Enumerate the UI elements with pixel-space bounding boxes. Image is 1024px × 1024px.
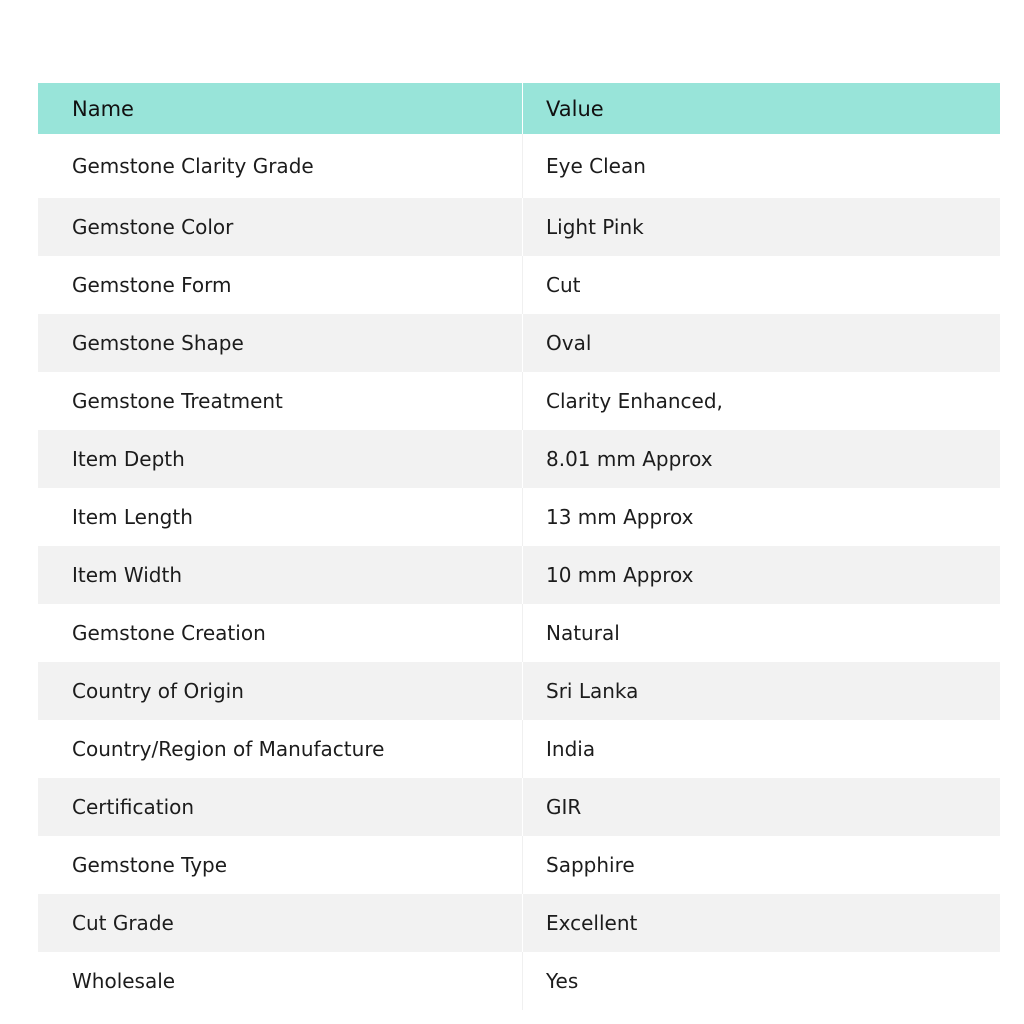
row-name: Gemstone Color	[38, 198, 523, 256]
row-value: Clarity Enhanced,	[546, 389, 723, 413]
row-value: India	[546, 737, 596, 761]
row-name: Country of Origin	[38, 662, 523, 720]
row-value: Cut	[546, 273, 581, 297]
row-name: Cut Grade	[38, 894, 523, 952]
row-name: Wholesale	[38, 952, 523, 1010]
row-name: Gemstone Form	[38, 256, 523, 314]
row-name: Gemstone Shape	[38, 314, 523, 372]
row-value: GIR	[546, 795, 582, 819]
table-row	[38, 488, 1000, 546]
row-value: Light Pink	[546, 215, 644, 239]
table-row	[38, 778, 1000, 836]
row-value: Eye Clean	[546, 154, 646, 178]
row-value: Oval	[546, 331, 592, 355]
table-row	[38, 134, 1000, 198]
row-value: Excellent	[546, 911, 638, 935]
row-name: Gemstone Treatment	[38, 372, 523, 430]
table-row	[38, 372, 1000, 430]
row-value: 10 mm Approx	[546, 563, 694, 587]
table-row	[38, 198, 1000, 256]
row-value: 8.01 mm Approx	[546, 447, 713, 471]
row-name: Gemstone Creation	[38, 604, 523, 662]
table-row	[38, 952, 1000, 1010]
table-row	[38, 430, 1000, 488]
header-name: Name	[38, 83, 523, 134]
header-value: Value	[546, 96, 604, 121]
table-row	[38, 546, 1000, 604]
row-name: Country/Region of Manufacture	[38, 720, 523, 778]
table-header	[38, 83, 1000, 134]
row-name: Item Length	[38, 488, 523, 546]
row-name: Gemstone Type	[38, 836, 523, 894]
row-value: Sri Lanka	[546, 679, 639, 703]
row-value: Yes	[546, 969, 579, 993]
spec-table	[38, 83, 1000, 1010]
row-value: Sapphire	[546, 853, 635, 877]
table-row	[38, 836, 1000, 894]
row-name: Certification	[38, 778, 523, 836]
table-row	[38, 256, 1000, 314]
row-value: Natural	[546, 621, 620, 645]
row-value: 13 mm Approx	[546, 505, 694, 529]
table-row	[38, 662, 1000, 720]
table-row	[38, 604, 1000, 662]
table-row	[38, 314, 1000, 372]
table-row	[38, 720, 1000, 778]
row-name: Gemstone Clarity Grade	[38, 134, 523, 198]
row-name: Item Depth	[38, 430, 523, 488]
row-name: Item Width	[38, 546, 523, 604]
table-row	[38, 894, 1000, 952]
